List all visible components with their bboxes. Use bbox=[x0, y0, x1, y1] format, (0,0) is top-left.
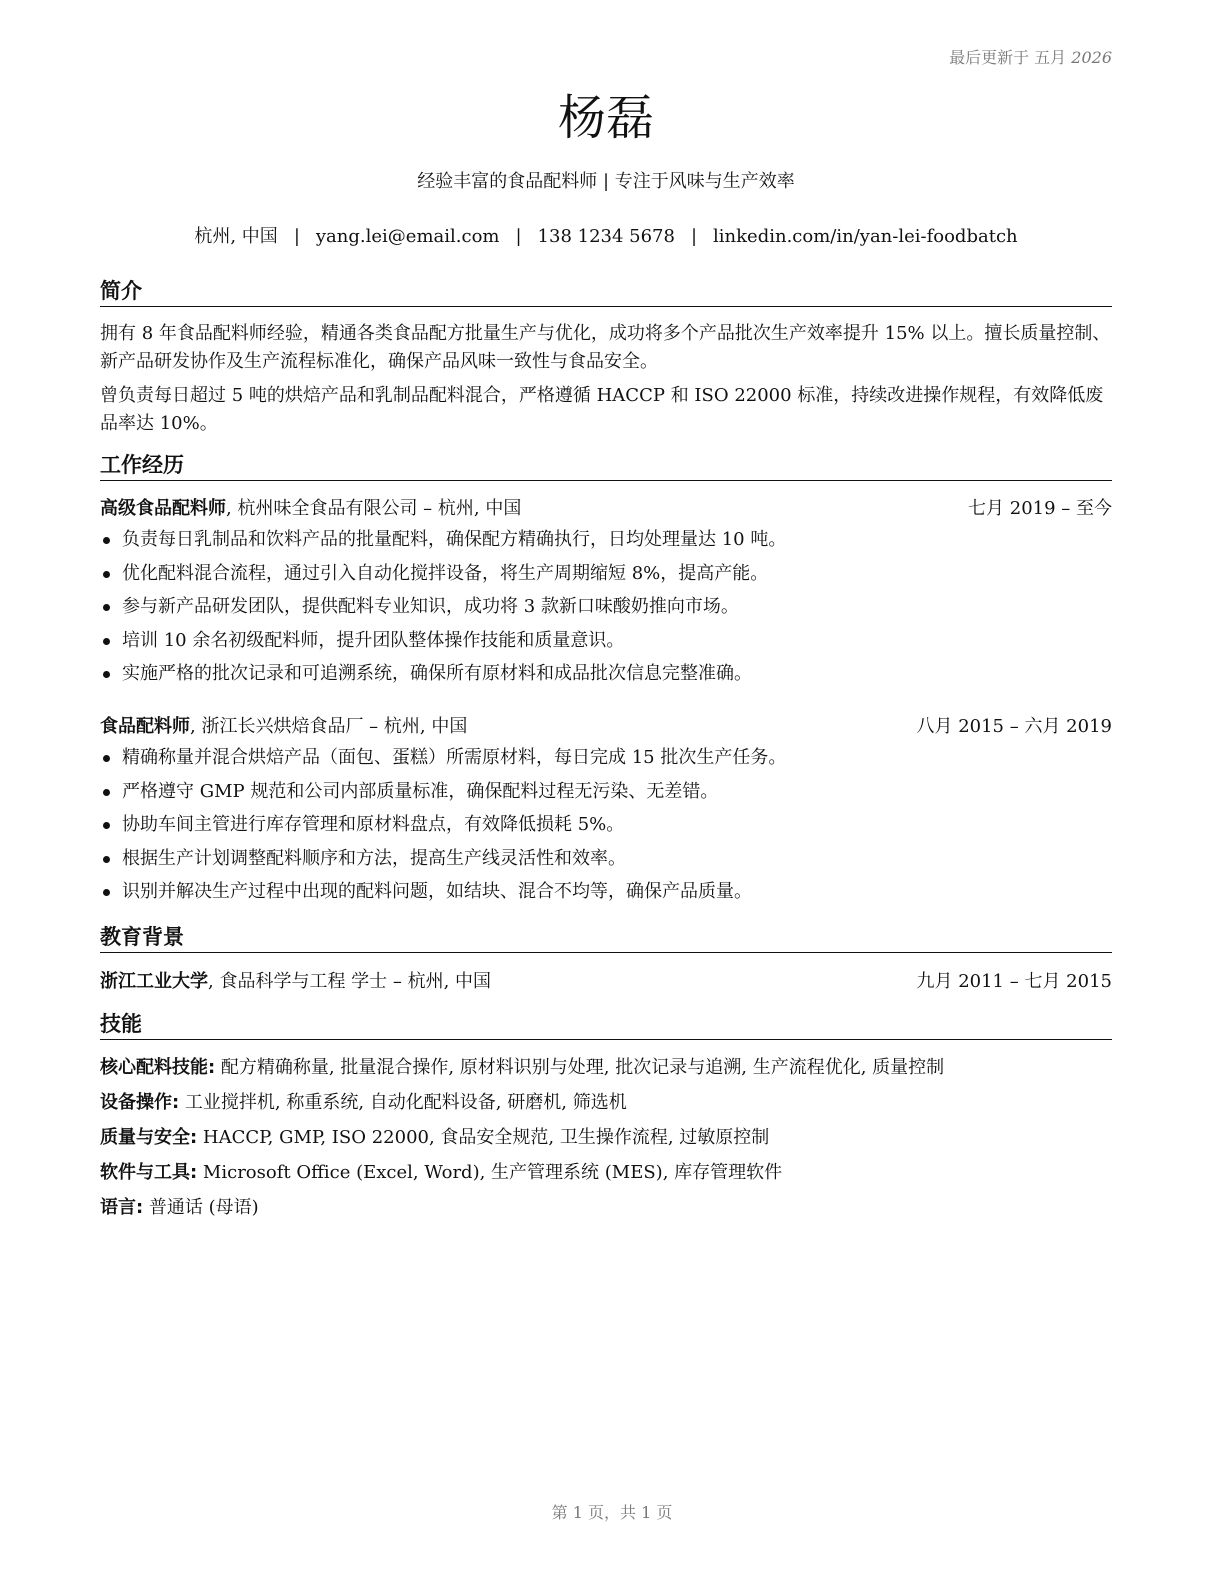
list-item: 负责每日乳制品和饮料产品的批量配料，确保配方精确执行，日均处理量达 10 吨。 bbox=[100, 527, 1112, 561]
skill-label: 设备操作: bbox=[100, 1092, 180, 1113]
last-updated-year: 2026 bbox=[1071, 48, 1112, 67]
job-heading bbox=[100, 714, 1112, 740]
job-title: 高级食品配料师 bbox=[100, 498, 226, 519]
candidate-name: 杨磊 bbox=[557, 90, 654, 146]
section-title-summary: 简介 bbox=[100, 277, 1112, 307]
contact-line bbox=[100, 224, 1112, 250]
contact-separator: | bbox=[515, 226, 522, 247]
page-number: 第 1 页，共 1 页 bbox=[551, 1503, 673, 1522]
list-item: 精确称量并混合烘焙产品（面包、蛋糕）所需原材料，每日完成 15 批次生产任务。 bbox=[100, 745, 1112, 779]
skill-row bbox=[100, 1195, 1112, 1230]
list-item: 优化配料混合流程，通过引入自动化搅拌设备，将生产周期缩短 8%，提高产能。 bbox=[100, 561, 1112, 595]
contact-linkedin[interactable]: linkedin.com/in/yan-lei-foodbatch bbox=[713, 226, 1018, 247]
education-dates: 九月 2011 – 七月 2015 bbox=[916, 971, 1112, 992]
skill-value: HACCP, GMP, ISO 22000, 食品安全规范, 卫生操作流程, 过敏原控制 bbox=[197, 1127, 770, 1148]
list-item: 协助车间主管进行库存管理和原材料盘点，有效降低损耗 5%。 bbox=[100, 812, 1112, 846]
skills-list bbox=[100, 1055, 1112, 1230]
job-dates: 八月 2015 – 六月 2019 bbox=[916, 716, 1112, 737]
education-heading bbox=[100, 969, 1112, 995]
list-item: 实施严格的批次记录和可追溯系统，确保所有原材料和成品批次信息完整准确。 bbox=[100, 661, 1112, 695]
school-name: 浙江工业大学 bbox=[100, 971, 208, 992]
contact-phone[interactable]: 138 1234 5678 bbox=[537, 226, 675, 247]
skill-label: 核心配料技能: bbox=[100, 1057, 216, 1078]
job-org: , 浙江长兴烘焙食品厂 – 杭州, 中国 bbox=[190, 716, 468, 737]
job-title: 食品配料师 bbox=[100, 716, 190, 737]
summary-paragraph: 曾负责每日超过 5 吨的烘焙产品和乳制品配料混合，严格遵循 HACCP 和 ISO 22000 标准，持续改进操作规程，有效降低废品率达 10%。 bbox=[100, 385, 1104, 434]
section-title-skills: 技能 bbox=[100, 1010, 1112, 1040]
section-title-experience: 工作经历 bbox=[100, 451, 1112, 481]
job-bullets bbox=[100, 527, 1112, 695]
contact-email[interactable]: yang.lei@email.com bbox=[315, 226, 500, 247]
skill-value: 配方精确称量, 批量混合操作, 原材料识别与处理, 批次记录与追溯, 生产流程优化, 质量控制 bbox=[215, 1057, 945, 1078]
skill-label: 软件与工具: bbox=[100, 1162, 198, 1183]
job-bullets bbox=[100, 745, 1112, 913]
skill-row bbox=[100, 1090, 1112, 1125]
skill-value: Microsoft Office (Excel, Word), 生产管理系统 (MES), 库存管理软件 bbox=[197, 1162, 783, 1183]
job-org: , 杭州味全食品有限公司 – 杭州, 中国 bbox=[226, 498, 522, 519]
list-item: 培训 10 余名初级配料师，提升团队整体操作技能和质量意识。 bbox=[100, 628, 1112, 662]
tagline: 经验丰富的食品配料师 | 专注于风味与生产效率 bbox=[417, 171, 795, 192]
summary-paragraph: 拥有 8 年食品配料师经验，精通各类食品配方批量生产与优化，成功将多个产品批次生产效率提升 15% 以上。擅长质量控制、新产品研发协作及生产流程标准化，确保产品风味一致性与食品安全。 bbox=[100, 323, 1111, 372]
list-item: 参与新产品研发团队，提供配料专业知识，成功将 3 款新口味酸奶推向市场。 bbox=[100, 594, 1112, 628]
skill-value: 普通话 (母语) bbox=[143, 1197, 259, 1218]
list-item: 根据生产计划调整配料顺序和方法，提高生产线灵活性和效率。 bbox=[100, 846, 1112, 880]
contact-separator: | bbox=[690, 226, 698, 247]
list-item: 识别并解决生产过程中出现的配料问题，如结块、混合不均等，确保产品质量。 bbox=[100, 879, 1112, 913]
degree-detail: , 食品科学与工程 学士 – 杭州, 中国 bbox=[208, 971, 492, 992]
skill-row bbox=[100, 1125, 1112, 1160]
skill-row bbox=[100, 1160, 1112, 1195]
skill-row bbox=[100, 1055, 1112, 1090]
job-dates: 七月 2019 – 至今 bbox=[968, 498, 1112, 519]
skill-label: 语言: bbox=[100, 1197, 144, 1218]
contact-separator: | bbox=[293, 226, 300, 247]
job-heading bbox=[100, 496, 1112, 522]
skill-value: 工业搅拌机, 称重系统, 自动化配料设备, 研磨机, 筛选机 bbox=[179, 1092, 627, 1113]
last-updated-label: 最后更新于 五月 bbox=[949, 48, 1067, 67]
last-updated bbox=[949, 45, 1112, 68]
section-title-education: 教育背景 bbox=[100, 923, 1112, 953]
list-item: 严格遵守 GMP 规范和公司内部质量标准，确保配料过程无污染、无差错。 bbox=[100, 779, 1112, 813]
contact-location: 杭州, 中国 bbox=[194, 226, 278, 247]
skill-label: 质量与安全: bbox=[100, 1127, 198, 1148]
